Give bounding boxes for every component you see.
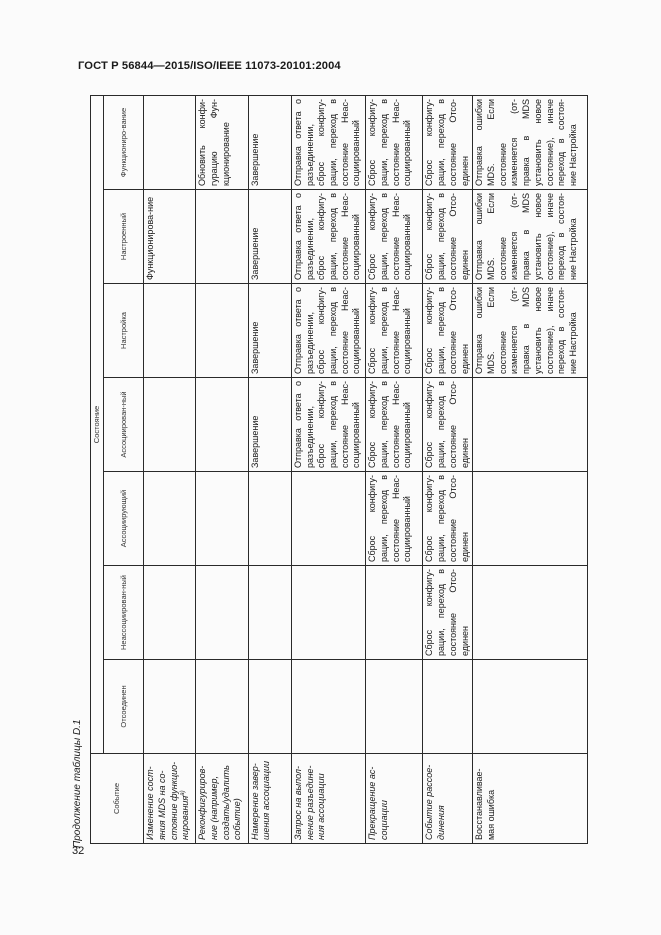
col-header-state: Отсоединен xyxy=(104,660,144,754)
state-action-cell: Отправка ответа о разъединении, сброс конфигу-рации, переход в состояние Неас-социированный xyxy=(291,95,365,189)
state-action-cell: Обновить конфи-гурацию Фун-кционирование xyxy=(196,95,248,189)
table-row xyxy=(473,95,588,843)
state-transition-table xyxy=(90,95,588,844)
state-action-cell xyxy=(291,566,365,660)
col-header-state: Настроенный xyxy=(104,190,144,284)
state-action-cell xyxy=(248,566,291,660)
state-action-cell xyxy=(366,660,423,754)
state-action-cell: Сброс конфигу-рации, переход в состояние Неас-социированный xyxy=(366,378,423,472)
event-cell xyxy=(196,754,248,844)
col-header-state: Функциониро-вание xyxy=(104,95,144,189)
state-action-cell: Сброс конфигу-рации, переход в состояние Неас-социированный xyxy=(366,472,423,566)
state-action-cell: Сброс конфигу-рации, переход в состояние Отсо-единен xyxy=(423,284,473,378)
event-label: Реконфигуриров-ние (например, создать/удалить событие) xyxy=(197,765,243,840)
table-d1-continuation xyxy=(90,96,588,844)
state-action-cell xyxy=(291,472,365,566)
state-action-cell: Завершение xyxy=(248,378,291,472)
col-header-state: Ассоциирующий xyxy=(104,472,144,566)
event-cell xyxy=(366,754,423,844)
state-action-cell xyxy=(144,660,196,754)
state-action-cell: Завершение xyxy=(248,95,291,189)
event-label: Намерение завер-шения ассоциации xyxy=(249,760,272,840)
table-row xyxy=(248,95,291,843)
page-header: ГОСТ Р 56844—2015/ISO/IEEE 11073-20101:2004 xyxy=(78,60,341,72)
event-label: Запрос на выпол-нение разъедине-ния ассоциации xyxy=(292,765,327,840)
table-row xyxy=(291,95,365,843)
col-header-state: Неассоциирован-ный xyxy=(104,566,144,660)
state-action-cell xyxy=(473,566,588,660)
state-action-cell: Сброс конфигу-рации, переход в состояние Отсо-единен xyxy=(423,472,473,566)
table-row xyxy=(144,95,196,843)
state-action-cell: Завершение xyxy=(248,284,291,378)
state-action-cell: Сброс конфигу-рации, переход в состояние Отсо-единен xyxy=(423,190,473,284)
state-action-cell: Сброс конфигу-рации, переход в состояние Неас-социированный xyxy=(366,95,423,189)
state-action-cell xyxy=(248,472,291,566)
page-number: 32 xyxy=(72,845,85,857)
state-action-cell xyxy=(366,566,423,660)
state-action-cell xyxy=(144,378,196,472)
event-label: Событие рассое-динения xyxy=(424,764,447,840)
state-action-cell: Отправка ответа о разъединении, сброс конфигу-рации, переход в состояние Неас-социированный xyxy=(291,284,365,378)
state-action-cell xyxy=(196,660,248,754)
state-action-cell xyxy=(473,472,588,566)
state-action-cell: Сброс конфигу-рации, переход в состояние Неас-социированный xyxy=(366,190,423,284)
state-action-cell xyxy=(196,378,248,472)
footnote-marker: a) xyxy=(180,790,187,796)
col-header-event: Событие xyxy=(91,754,144,844)
state-action-cell: Отправка ошибки MDS. Если состояние изменяется (от-правка в MDS установить новое состояние), иначе переход в состоя-ние Настройка xyxy=(473,284,588,378)
state-action-cell: Сброс конфигу-рации, переход в состояние Отсо-единен xyxy=(423,95,473,189)
state-action-cell xyxy=(144,284,196,378)
table-continuation-label: Продолжение таблицы D.1 xyxy=(72,719,83,848)
state-action-cell xyxy=(144,566,196,660)
col-header-state: Ассоциирован-ный xyxy=(104,378,144,472)
state-action-cell xyxy=(196,566,248,660)
state-action-cell xyxy=(196,284,248,378)
table-row xyxy=(196,95,248,843)
state-action-cell xyxy=(144,472,196,566)
state-action-cell: Функционирова-ние xyxy=(144,190,196,284)
event-cell xyxy=(473,754,588,844)
event-label: Восстанавливае-мая ошибка xyxy=(474,768,497,840)
state-action-cell: Отправка ошибки MDS. Если состояние изменяется (от-правка в MDS установить новое состояние), иначе переход в состоя-ние Настройка xyxy=(473,95,588,189)
event-label: Изменение сост-яния MDS на со-стояние функцио-нирования xyxy=(145,761,191,840)
state-action-cell: Сброс конфигу-рации, переход в состояние Отсо-единен xyxy=(423,566,473,660)
state-action-cell: Отправка ответа о разъединении, сброс конфигу-рации, переход в состояние Неас-социированный xyxy=(291,378,365,472)
col-group-header-state: Состояние xyxy=(91,95,104,753)
event-cell xyxy=(248,754,291,844)
state-action-cell xyxy=(473,660,588,754)
state-action-cell: Сброс конфигу-рации, переход в состояние Неас-социированный xyxy=(366,284,423,378)
event-cell xyxy=(423,754,473,844)
table-row xyxy=(423,95,473,843)
state-action-cell xyxy=(291,660,365,754)
state-action-cell xyxy=(473,378,588,472)
state-action-cell xyxy=(196,190,248,284)
state-action-cell: Сброс конфигу-рации, переход в состояние Отсо-единен xyxy=(423,378,473,472)
state-action-cell xyxy=(196,472,248,566)
event-cell xyxy=(144,754,196,844)
state-action-cell: Отправка ответа о разъединении, сброс конфигу-рации, переход в состояние Неас-социированный xyxy=(291,190,365,284)
event-cell xyxy=(291,754,365,844)
col-header-state: Настройка xyxy=(104,284,144,378)
state-action-cell xyxy=(248,660,291,754)
event-label: Прекращение ас-социации xyxy=(367,766,389,840)
state-action-cell: Отправка ошибки MDS. Если состояние изменяется (от-правка в MDS установить новое состояние), иначе переход в состоя-ние Настройка xyxy=(473,190,588,284)
state-action-cell xyxy=(423,660,473,754)
state-action-cell: Завершение xyxy=(248,190,291,284)
state-action-cell xyxy=(144,95,196,189)
table-row xyxy=(366,95,423,843)
